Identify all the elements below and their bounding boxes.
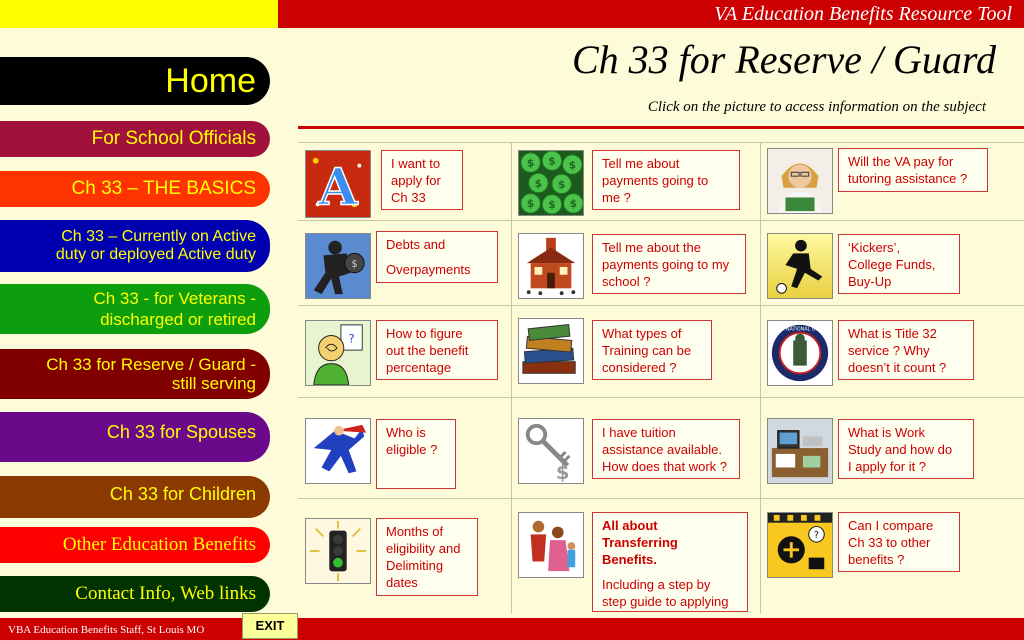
tile-work-study-label[interactable]: What is Work Study and how do I apply for it ? bbox=[838, 419, 974, 479]
footer-credit: VBA Education Benefits Staff, St Louis MO bbox=[8, 624, 205, 636]
nav-active-duty[interactable] bbox=[0, 220, 270, 272]
grid-line bbox=[760, 142, 761, 614]
tile-compare[interactable] bbox=[767, 512, 997, 580]
page-subtitle: Click on the picture to access information on the subject bbox=[647, 99, 986, 115]
grid-line bbox=[298, 220, 1024, 221]
grid-line bbox=[511, 142, 512, 614]
svg-text:$: $ bbox=[548, 154, 556, 168]
tile-training[interactable] bbox=[518, 318, 748, 386]
tile-tutoring-label[interactable]: Will the VA pay for tutoring assistance ? bbox=[838, 148, 988, 192]
tile-months-label[interactable]: Months of eligibility and Delimiting dates bbox=[376, 518, 478, 596]
exit-button[interactable]: EXIT bbox=[242, 613, 298, 639]
svg-text:$: $ bbox=[568, 158, 577, 172]
app-title: VA Education Benefits Resource Tool bbox=[714, 3, 1012, 25]
grid-line bbox=[298, 305, 1024, 306]
nav-spouses-label: Ch 33 for Spouses bbox=[106, 422, 256, 442]
nav-home[interactable] bbox=[0, 57, 270, 105]
nav-contact-label: Contact Info, Web links bbox=[75, 583, 256, 604]
nav-spouses[interactable] bbox=[0, 412, 270, 462]
traffic-light-icon[interactable] bbox=[305, 518, 371, 584]
nav-children-label: Ch 33 for Children bbox=[109, 484, 256, 504]
top-banner-left bbox=[0, 0, 278, 28]
tile-eligible[interactable] bbox=[305, 418, 505, 490]
tile-months[interactable] bbox=[305, 518, 505, 600]
tile-tuition[interactable] bbox=[518, 418, 748, 488]
comparison-icon[interactable] bbox=[767, 512, 833, 578]
tile-payments-me[interactable] bbox=[518, 150, 748, 218]
nav-veterans-label: Ch 33 - for Veterans - discharged or retired bbox=[93, 289, 256, 329]
thief-icon[interactable] bbox=[305, 233, 371, 299]
tile-eligible-label[interactable]: Who is eligible ? bbox=[376, 419, 456, 489]
key-dollar-icon[interactable] bbox=[518, 418, 584, 484]
nav-home-label: Home bbox=[165, 61, 256, 100]
tile-work-study[interactable] bbox=[767, 418, 997, 488]
top-banner bbox=[278, 0, 1024, 28]
tile-percentage-label[interactable]: How to figure out the benefit percentage bbox=[376, 320, 498, 380]
svg-text:?: ? bbox=[348, 331, 355, 346]
teacher-icon[interactable] bbox=[767, 148, 833, 214]
svg-text:$: $ bbox=[548, 198, 556, 212]
tile-kickers[interactable] bbox=[767, 233, 997, 301]
soccer-player-icon[interactable] bbox=[767, 233, 833, 299]
svg-text:ARMY NATIONAL GUARD: ARMY NATIONAL GUARD bbox=[770, 327, 830, 333]
svg-text:$: $ bbox=[569, 197, 578, 211]
tile-apply[interactable] bbox=[305, 150, 505, 218]
thinking-person-icon[interactable] bbox=[305, 320, 371, 386]
svg-text:$: $ bbox=[557, 177, 566, 191]
tile-compare-label[interactable]: Can I compare Ch 33 to other benefits ? bbox=[838, 512, 960, 572]
tile-debts[interactable] bbox=[305, 231, 505, 301]
nav-active-duty-label: Ch 33 – Currently on Active duty or deployed Active duty bbox=[55, 228, 256, 263]
svg-text:$: $ bbox=[526, 197, 535, 211]
nav-other-benefits-label: Other Education Benefits bbox=[62, 534, 256, 555]
grid-line bbox=[298, 498, 1024, 499]
nav-reserve-guard[interactable] bbox=[0, 349, 270, 399]
nav-veterans[interactable] bbox=[0, 284, 270, 334]
svg-text:$: $ bbox=[351, 258, 358, 270]
tile-apply-label[interactable]: I want to apply for Ch 33 bbox=[381, 150, 463, 210]
family-icon[interactable] bbox=[518, 512, 584, 578]
tile-transfer-label[interactable]: All about Transferring Benefits. Including a step by step guide to applying bbox=[592, 512, 748, 612]
money-icon[interactable] bbox=[518, 150, 584, 216]
tile-debts-label[interactable]: Debts and Overpayments bbox=[376, 231, 498, 283]
nav-school-officials-label: For School Officials bbox=[91, 128, 256, 149]
superhero-icon[interactable] bbox=[305, 418, 371, 484]
tile-title32-label[interactable]: What is Title 32 service ? Why doesn’t it count ? bbox=[838, 320, 974, 380]
tile-tuition-label[interactable]: I have tuition assistance available. How does that work ? bbox=[592, 419, 740, 479]
svg-text:$: $ bbox=[526, 156, 535, 170]
nav-school-officials[interactable] bbox=[0, 121, 270, 157]
letter-a-icon[interactable] bbox=[305, 150, 371, 218]
tile-payments-school-label[interactable]: Tell me about the payments going to my school ? bbox=[592, 234, 746, 294]
tile-transfer[interactable] bbox=[518, 512, 758, 614]
tile-tutoring[interactable] bbox=[767, 148, 997, 216]
tile-payments-school[interactable] bbox=[518, 233, 748, 301]
svg-text:$: $ bbox=[534, 176, 543, 190]
schoolhouse-icon[interactable] bbox=[518, 233, 584, 299]
grid-line bbox=[298, 142, 1024, 143]
title-divider bbox=[298, 126, 1024, 129]
grid-line bbox=[298, 397, 1024, 398]
tile-payments-me-label[interactable]: Tell me about payments going to me ? bbox=[592, 150, 740, 210]
nav-contact[interactable] bbox=[0, 576, 270, 612]
nav-reserve-guard-label: Ch 33 for Reserve / Guard - still serving bbox=[46, 355, 256, 393]
svg-text:$: $ bbox=[555, 461, 570, 483]
svg-text:?: ? bbox=[813, 530, 820, 542]
office-desk-icon[interactable] bbox=[767, 418, 833, 484]
tile-title32[interactable] bbox=[767, 318, 997, 386]
svg-text:A: A bbox=[318, 157, 358, 217]
page-title: Ch 33 for Reserve / Guard bbox=[571, 37, 996, 82]
army-guard-seal-icon[interactable] bbox=[767, 320, 833, 386]
tile-kickers-label[interactable]: ‘Kickers’, College Funds, Buy-Up bbox=[838, 234, 960, 294]
nav-other-benefits[interactable] bbox=[0, 527, 270, 563]
tile-percentage[interactable] bbox=[305, 318, 505, 386]
nav-children[interactable] bbox=[0, 476, 270, 518]
nav-basics-label: Ch 33 – THE BASICS bbox=[71, 178, 256, 199]
nav-basics[interactable] bbox=[0, 171, 270, 207]
tile-training-label[interactable]: What types of Training can be considered ? bbox=[592, 320, 712, 380]
books-icon[interactable] bbox=[518, 318, 584, 384]
